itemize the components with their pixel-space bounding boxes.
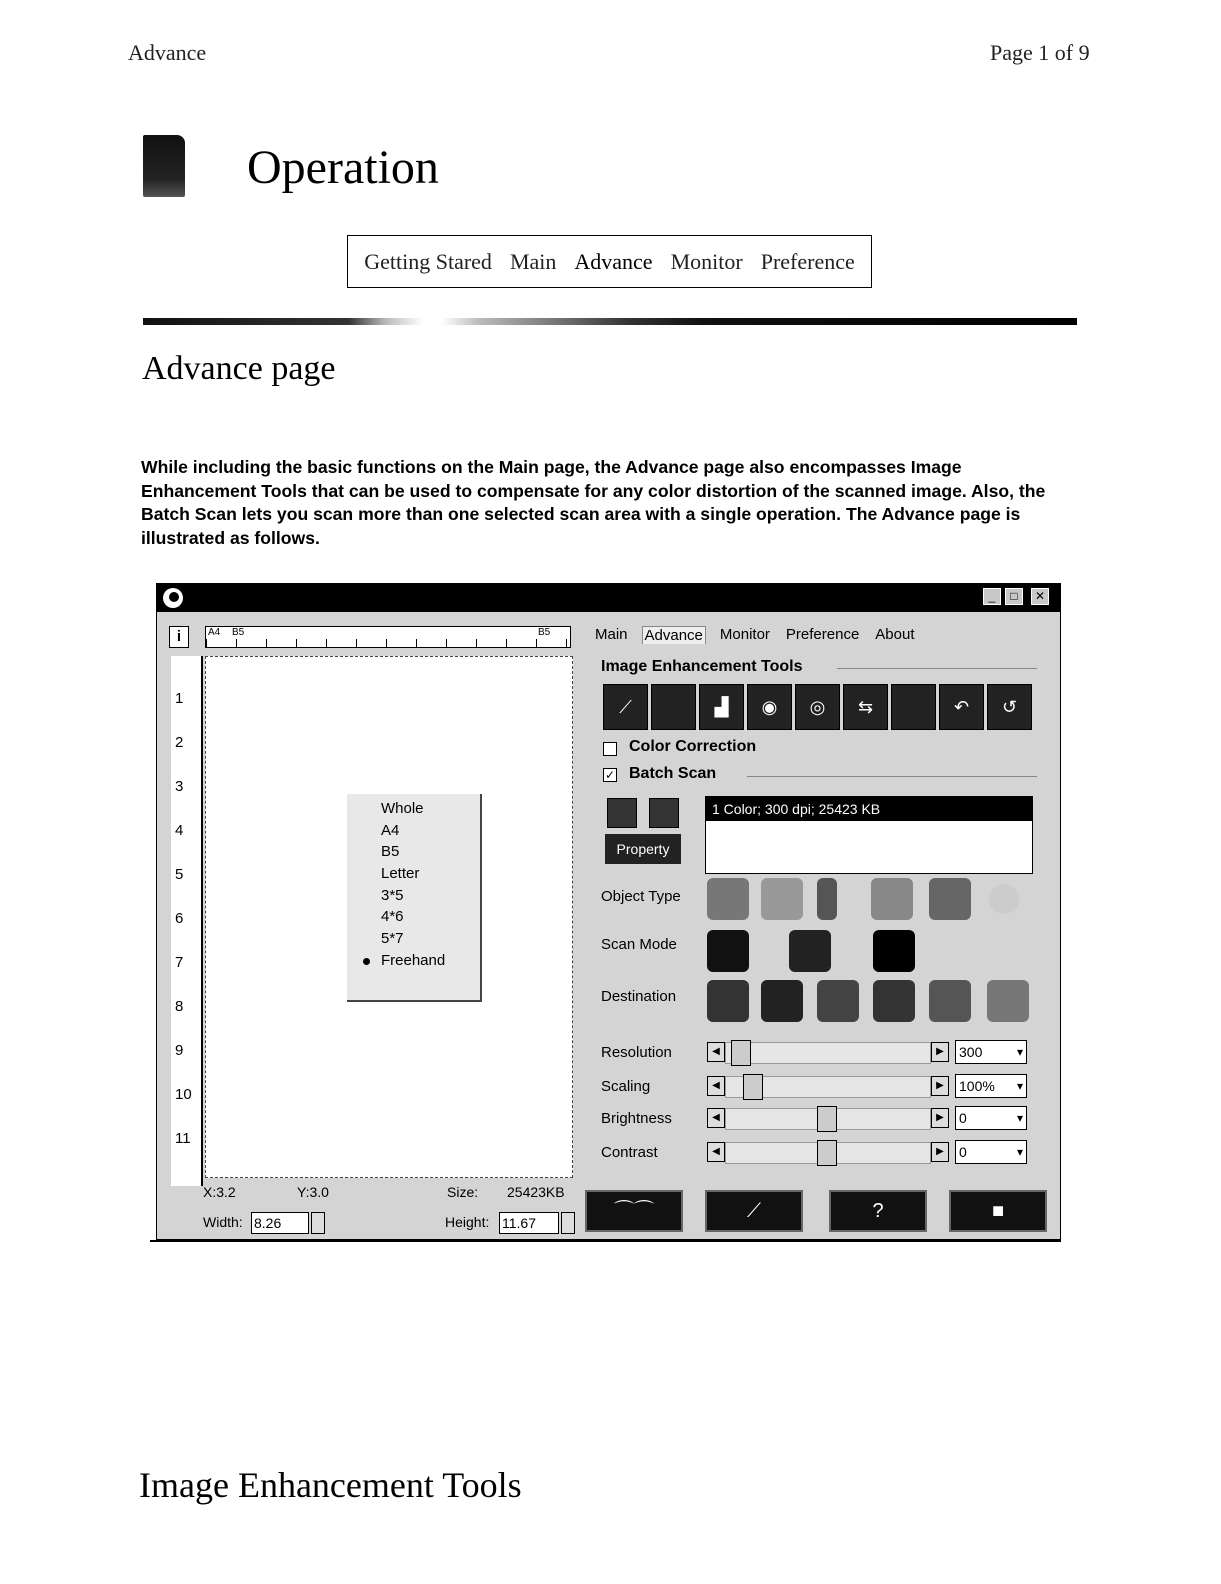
page-title: Operation [247,141,439,194]
menu-item-5x7[interactable]: 5*7 [381,930,404,948]
nav-link-advance[interactable]: Advance [574,248,653,274]
menu-item-whole[interactable]: Whole [381,800,424,817]
slider-left-arrow[interactable]: ◀ [707,1076,725,1096]
ruler-number: 8 [175,998,184,1015]
ruler-number: 7 [175,954,184,971]
copy-icon[interactable] [761,980,803,1022]
gamma-icon[interactable]: ◎ [795,684,840,730]
size-value: 25423KB [507,1184,565,1200]
ruler-mark-b5-right[interactable]: B5 [538,627,551,638]
nav-link-main[interactable]: Main [509,248,557,274]
close-button[interactable]: ✕ [1031,588,1049,605]
scaling-thumb[interactable] [743,1074,763,1100]
batch-scan-checkbox[interactable]: ✓ [604,768,616,782]
width-input[interactable]: 8.26 [251,1212,309,1234]
mirror-icon[interactable]: ⇆ [843,684,888,730]
resolution-slider[interactable] [725,1042,931,1064]
ruler-mark-b5[interactable]: B5 [232,627,245,638]
ruler-number: 1 [175,690,184,707]
tab-advance[interactable]: Advance [642,626,706,644]
enhancement-toolbar [603,684,1043,732]
resolution-select[interactable]: 300 ▾ [955,1040,1027,1064]
horizontal-ruler [205,626,571,648]
slider-left-arrow[interactable]: ◀ [707,1142,725,1162]
contrast-thumb[interactable] [817,1140,837,1166]
scaling-select[interactable]: 100% ▾ [955,1074,1027,1098]
page-number: Page 1 of 9 [990,40,1090,65]
batch-scan-label: Batch Scan [629,765,717,782]
tool-icon[interactable] [651,684,696,730]
scan-mode-label: Scan Mode [601,936,677,953]
gray-mode-icon[interactable] [789,930,831,972]
running-header-left: Advance [128,40,207,65]
scan-button[interactable]: ⟋ [705,1190,803,1232]
menu-item-letter[interactable]: Letter [381,865,420,883]
tone-curve-icon[interactable]: ⟋ [603,684,648,730]
height-input[interactable]: 11.67 [499,1212,559,1234]
fax-icon[interactable] [929,980,971,1022]
slider-right-arrow[interactable]: ▶ [931,1108,949,1128]
chapter-icon [143,135,185,197]
object-type-label: Object Type [601,888,681,905]
info-button[interactable]: i [169,626,189,648]
slider-right-arrow[interactable]: ▶ [931,1076,949,1096]
app-icon [163,588,183,608]
ruler-number: 6 [175,910,184,927]
menu-item-a4[interactable]: A4 [381,821,400,839]
histogram-icon[interactable]: ▟ [699,684,744,730]
brightness-select[interactable]: 0 ▾ [955,1106,1027,1130]
tab-about[interactable]: About [875,626,915,643]
status-bar [201,1184,579,1234]
slider-left-arrow[interactable]: ◀ [707,1108,725,1128]
nav-link-preference[interactable]: Preference [760,248,855,274]
reset-icon[interactable]: ↺ [987,684,1032,730]
add-batch-button[interactable] [607,798,637,828]
batch-scan-list [705,796,1033,874]
y-coordinate: Y:3.0 [297,1184,329,1200]
scaling-label: Scaling [601,1078,651,1095]
brightness-label: Brightness [601,1110,672,1127]
book-icon[interactable] [871,878,913,920]
screen-icon[interactable] [707,980,749,1022]
slider-right-arrow[interactable]: ▶ [931,1142,949,1162]
ruler-number: 4 [175,822,184,839]
ruler-number: 3 [175,778,184,795]
magazine-icon[interactable] [761,878,803,920]
color-balance-icon[interactable]: ◉ [747,684,792,730]
contrast-select[interactable]: 0 ▾ [955,1140,1027,1164]
scanner-window-screenshot [156,583,1061,1240]
title-bar [157,584,1061,612]
minimize-button[interactable]: _ [983,588,1001,605]
divider [143,318,1077,325]
next-section-title: Image Enhancement Tools [139,1465,522,1505]
menu-item-3x5[interactable]: 3*5 [381,886,404,904]
drawing-icon[interactable] [929,878,971,920]
color-correction-label: Color Correction [629,738,757,755]
ruler-number: 9 [175,1042,184,1059]
figure-underline [150,1240,1061,1242]
prescan-button[interactable]: ⌒⌒ [585,1190,683,1232]
scan-size-menu [347,794,482,1002]
contrast-label: Contrast [601,1144,658,1161]
ruler-number: 5 [175,866,184,883]
menu-item-4x6[interactable]: 4*6 [381,908,404,926]
photo-icon[interactable] [707,878,749,920]
delete-batch-button[interactable] [649,798,679,828]
file-icon[interactable] [987,980,1029,1022]
chapter-nav [347,235,872,288]
brightness-thumb[interactable] [817,1106,837,1132]
tab-monitor[interactable]: Monitor [719,626,770,643]
mail-icon[interactable] [873,980,915,1022]
size-label: Size: [447,1184,479,1200]
slider-right-arrow[interactable]: ▶ [931,1042,949,1062]
width-spinner[interactable] [311,1212,325,1234]
batch-item[interactable]: 1 Color; 300 dpi; 25423 KB [706,797,1032,821]
section-title: Advance page [142,350,336,387]
group-divider [747,776,1037,777]
destination-label: Destination [601,988,677,1005]
bw-mode-icon[interactable] [873,930,915,972]
color-correction-checkbox[interactable] [603,742,617,756]
tool-icon[interactable] [891,684,936,730]
tab-main[interactable]: Main [595,626,628,643]
image-enhancement-group-label: Image Enhancement Tools [601,658,803,675]
maximize-button[interactable]: □ [1005,588,1023,605]
ruler-mark-a4[interactable]: A4 [208,627,221,638]
height-label: Height: [445,1214,490,1230]
custom-icon[interactable] [989,884,1019,914]
intro-paragraph: While including the basic functions on the Main page, the Advance page also encompasses Image Enhancement Tools that can be used to compensate for any color distortion of the scanned image. Also, the Batch Scan lets you scan more than one selected scan area with a single operation. The Advance page is illustrated as follows. [141,457,1046,548]
property-button[interactable]: Property [605,834,681,864]
menu-item-freehand[interactable]: Freehand [347,950,480,972]
resolution-thumb[interactable] [731,1040,751,1066]
ruler-number: 11 [175,1130,191,1147]
vertical-ruler [171,656,203,1186]
nav-link-monitor[interactable]: Monitor [670,248,743,274]
ruler-number: 10 [175,1086,192,1103]
menu-item-b5[interactable]: B5 [381,843,400,861]
x-coordinate: X:3.2 [203,1184,236,1200]
ruler-number: 2 [175,734,184,751]
width-label: Width: [203,1214,243,1230]
tab-preference[interactable]: Preference [785,626,860,643]
help-button[interactable]: ? [829,1190,927,1232]
tab-bar [593,626,917,644]
document-icon[interactable] [817,878,837,920]
group-divider [837,668,1037,669]
slider-left-arrow[interactable]: ◀ [707,1042,725,1062]
printer-icon[interactable] [817,980,859,1022]
undo-icon[interactable]: ↶ [939,684,984,730]
resolution-label: Resolution [601,1044,672,1061]
color-mode-icon[interactable] [707,930,749,972]
nav-link-getting-started[interactable]: Getting Stared [364,248,492,274]
exit-button[interactable]: ■ [949,1190,1047,1232]
height-spinner[interactable] [561,1212,575,1234]
